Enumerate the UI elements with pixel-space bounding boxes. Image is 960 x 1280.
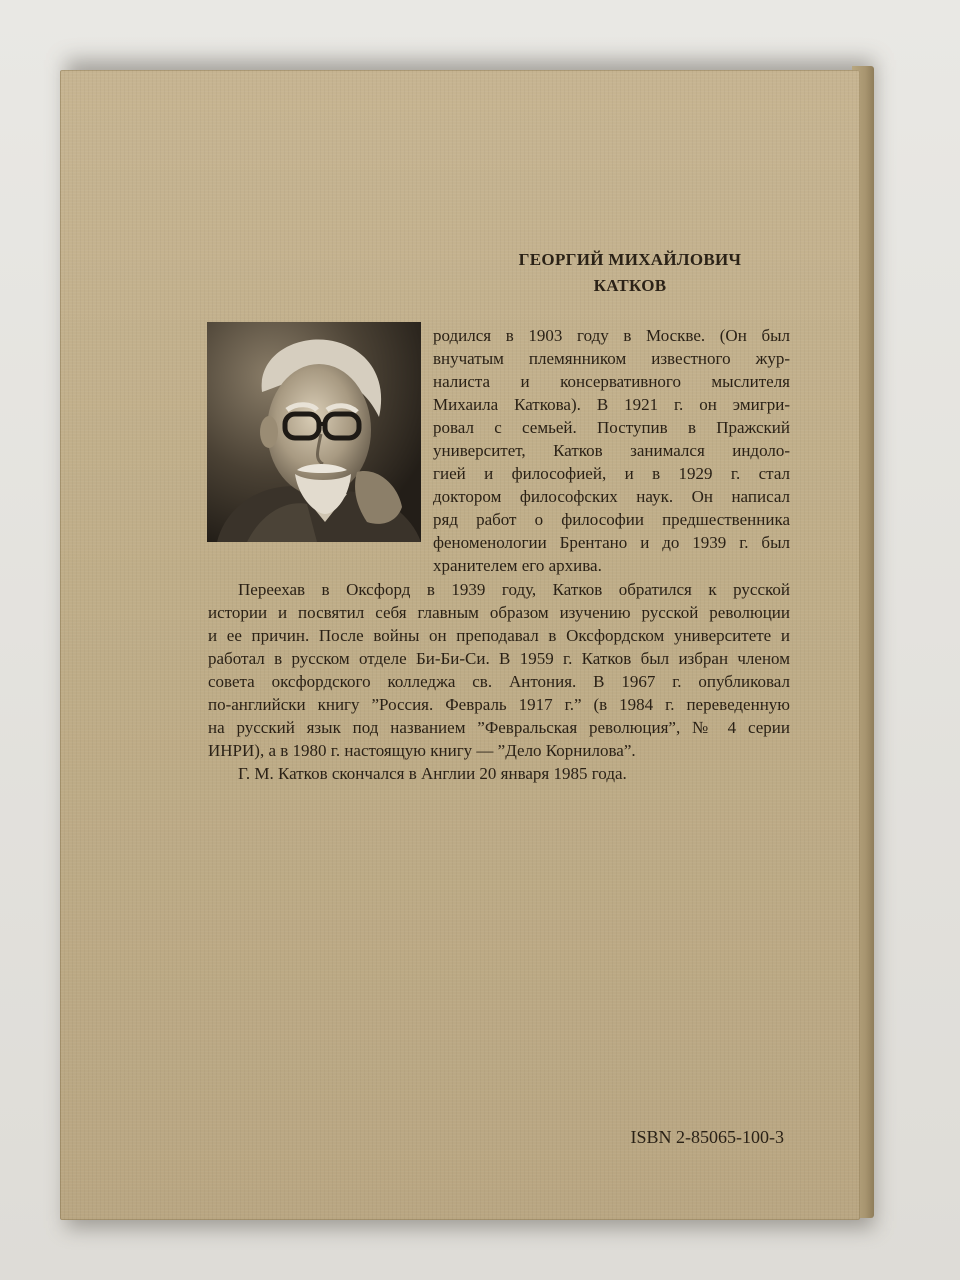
bio-body-line: ИНРИ), а в 1980 г. настоящую книгу — ”Дело Корнилова”.	[208, 741, 636, 760]
bio-lead-line: родился в 1903 году в Москве. (Он был	[433, 326, 790, 345]
bio-body-line: совета оксфордского колледжа св. Антония. В 1967 г. опубликовал	[208, 672, 790, 691]
bio-body-line: истории и посвятил себя главным образом изучению русской революции	[208, 603, 790, 622]
isbn-number: ISBN 2-85065-100-3	[630, 1127, 784, 1147]
bio-lead-line: феноменологии Брентано и до 1939 г. был	[433, 533, 790, 552]
bio-body-line: и ее причин. После войны он преподавал в Оксфордском университете и	[208, 626, 790, 645]
bio-lead-line: внучатым племянником известного жур-	[433, 349, 790, 368]
bio-death-line: Г. М. Катков скончался в Англии 20 января 1985 года.	[238, 764, 627, 783]
bio-lead-line: гией и философией, и в 1929 г. стал	[433, 464, 790, 483]
author-name-first: ГЕОРГИЙ МИХАЙЛОВИЧ	[518, 250, 742, 269]
bio-lead-line: доктором философских наук. Он написал	[433, 487, 790, 506]
bio-lead-line: ряд работ о философии предшественника	[433, 510, 790, 529]
bio-lead-line: университет, Катков занимался индоло-	[433, 441, 790, 460]
bio-lead-line: налиста и консервативного мыслителя	[433, 372, 790, 391]
bio-lead-line: ровал с семьей. Поступив в Пражский	[433, 418, 790, 437]
author-name-last: КАТКОВ	[593, 276, 667, 295]
bio-body-line: Переехав в Оксфорд в 1939 году, Катков обратился к русской	[238, 580, 790, 599]
bio-body-line: по-английски книгу ”Россия. Февраль 1917 г.” (в 1984 г. переведенную	[208, 695, 790, 714]
bio-body-line: работал в русском отделе Би-Би-Си. В 1959 г. Катков был избран членом	[208, 649, 790, 668]
author-portrait	[207, 322, 421, 542]
bio-lead-line: хранителем его архива.	[433, 556, 602, 575]
portrait-photo-icon	[207, 322, 421, 542]
bio-lead-line: Михаила Каткова). В 1921 г. он эмигри-	[433, 395, 790, 414]
bio-body-line: на русский язык под названием ”Февральская революция”, № 4 серии	[208, 718, 790, 737]
